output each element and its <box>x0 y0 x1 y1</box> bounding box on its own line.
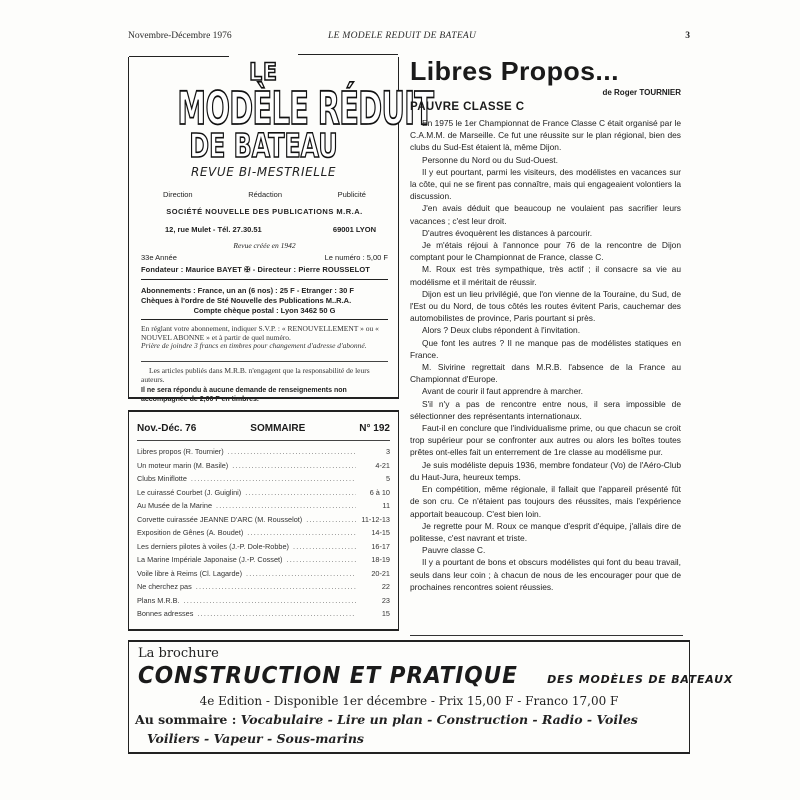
leader-dots <box>232 459 356 473</box>
issue-price: Le numéro : 5,00 F <box>324 253 388 262</box>
renewal-notes <box>141 325 388 351</box>
toc-entry <box>137 472 390 486</box>
toc-heading: SOMMAIRE <box>250 423 306 434</box>
article-body <box>410 117 681 593</box>
paragraph: J'en avais déduit que beaucoup ne voulaient pas sacrifier leurs vacances ; c'est leur droit. <box>410 203 681 226</box>
contents-line-2: Voiliers - Vapeur - Sous-marins <box>147 731 364 746</box>
contents-label: Au sommaire : <box>135 712 237 727</box>
toc-entry <box>137 594 390 608</box>
postal-account: Compte chèque postal : Lyon 3462 50 G <box>193 306 336 315</box>
ad-intro: La brochure <box>138 646 219 661</box>
toc-entry-title: Corvette cuirassée JEANNE D'ARC (M. Rousselot) <box>137 514 303 524</box>
toc-entry-page: 16-17 <box>371 541 390 551</box>
toc-entry-title: Plans M.R.B. <box>137 595 180 605</box>
toc-entry-page: 3 <box>385 447 390 456</box>
edition-line: 4e Edition - Disponible 1er décembre - Prix 15,00 F - Franco 17,00 F <box>199 694 619 708</box>
article <box>410 57 681 593</box>
paragraph: M. Roux est très sympathique, très actif ; il consacre sa vie au modélisme et il méritait de réussir. <box>410 264 681 287</box>
toc-entry-page: 22 <box>381 582 390 591</box>
paragraph: S'il n'y a pas de rencontre entre nous, il sera impossible de sélectionner des représentants internationaux. <box>410 398 681 421</box>
leader-dots <box>293 540 356 554</box>
leader-dots <box>197 607 356 621</box>
table-of-contents <box>128 410 399 631</box>
renewal-note: En réglant votre abonnement, indiquer S.V.P. : « RENOUVELLEMENT » ou « NOUVEL ABONNE » et à partir de quel numéro. <box>141 324 379 342</box>
role-direction: Direction <box>163 190 193 199</box>
issue-date: Novembre-Décembre 1976 <box>128 31 232 41</box>
masthead-border-right <box>298 54 398 55</box>
divider <box>141 279 388 280</box>
toc-issue: Nov.-Déc. 76 <box>137 423 197 434</box>
role-publicite: Publicité <box>337 190 366 199</box>
article-title: Libres Propos... <box>410 56 619 86</box>
subscription-rates: Abonnements : France, un an (6 nos) : 25 F - Etranger : 30 F <box>141 286 354 295</box>
paragraph: Je suis modéliste depuis 1936, membre fondateur (Vo) de l'Aéro-Club du Haut-Jura, heureux temps. <box>410 459 681 482</box>
leader-dots <box>216 499 356 513</box>
brochure-advertisement <box>128 640 734 754</box>
toc-header <box>137 423 390 434</box>
toc-entry <box>137 580 390 594</box>
role-redaction: Rédaction <box>248 190 282 199</box>
toc-number: N° 192 <box>359 423 390 434</box>
toc-entry <box>137 567 390 581</box>
toc-entry <box>137 553 390 567</box>
toc-entry-page: 6 à 10 <box>369 487 390 497</box>
toc-entry <box>137 459 390 473</box>
toc-entry-page: 18-19 <box>371 555 390 564</box>
toc-entry <box>137 540 390 554</box>
article-byline: de Roger TOURNIER <box>602 88 681 97</box>
toc-entry-title: Voile libre à Reims (Cl. Lagarde) <box>137 568 243 578</box>
paragraph: Avant de courir il faut apprendre à marcher. <box>422 386 583 397</box>
publisher-name: SOCIÉTÉ NOUVELLE DES PUBLICATIONS M.R.A. <box>166 207 363 216</box>
article-subtitle: PAUVRE CLASSE C <box>410 101 525 113</box>
year-price-row <box>141 253 388 262</box>
founder-line: Fondateur : Maurice BAYET ✠ - Directeur : Pierre ROUSSELOT <box>141 265 370 274</box>
toc-entry <box>137 486 390 500</box>
toc-list <box>137 445 390 621</box>
leader-dots <box>191 472 356 486</box>
paragraph: Faut-il en conclure que l'individualisme prime, ou que chacun se croit trop supérieur pour se confronter aux autres ou alors les boîtes toutes prêtes ont-elles fait un enterrement de 1re classe au modélisme pur. <box>410 423 681 458</box>
logo-le: LE <box>249 58 278 86</box>
paragraph: Dijon est un lieu privilégié, que l'on vienne de la Touraine, du Sud, de l'Est ou du Nord, de tous côtés les routes évitent Paris, cauchemar des automobilistes de province, Paris pourtant si près. <box>410 288 681 324</box>
toc-entry <box>137 526 390 540</box>
cheque-info: Chèques à l'ordre de Sté Nouvelle des Publications M..R.A. <box>141 296 352 305</box>
toc-entry-page: 15 <box>381 609 390 618</box>
subscription-info <box>141 286 388 316</box>
paragraph: En 1975 le 1er Championnat de France Classe C était organisé par le C.A.M.M. de Marseille. Ce fut une réussite sur le plan régional, bien des clubs du Sud-Est étaient là, même Dijon. <box>410 118 681 153</box>
masthead-border-left <box>129 56 229 57</box>
toc-entry-title: Un moteur marin (M. Basile) <box>137 460 229 470</box>
toc-entry <box>137 607 390 621</box>
leader-dots <box>247 526 356 540</box>
toc-entry-title: La Marine Impériale Japonaise (J.-P. Cosset) <box>137 555 283 564</box>
brochure-title: CONSTRUCTION ET PRATIQUE <box>138 663 518 689</box>
masthead-box <box>128 57 434 403</box>
inquiry-warning: Il ne sera répondu à aucune demande de renseignements non accompagnée de 2,00 F en timbres. <box>141 387 347 403</box>
paragraph: Je regrette pour M. Roux ce manque d'esprit d'équipe, j'allais dire de politesse, c'est navrant et triste. <box>410 520 681 543</box>
leader-dots <box>306 513 356 527</box>
paragraph: Personne du Nord ou du Sud-Ouest. <box>422 154 558 165</box>
running-header <box>128 31 690 45</box>
toc-entry-title: Le cuirassé Courbet (J. Guiglini) <box>137 487 242 497</box>
street-address: 12, rue Mulet - Tél. 27.30.51 <box>165 225 262 234</box>
contents-line-1: Vocabulaire - Lire un plan - Construction - Radio - Voiles <box>240 712 638 727</box>
paragraph: M. Sivirine regrettait dans M.R.B. l'absence de la France au Championnat d'Europe. <box>410 362 681 385</box>
toc-entry-page: 4-21 <box>375 460 390 470</box>
toc-entry-page: 20-21 <box>371 568 390 578</box>
paragraph: Alors ? Deux clubs répondent à l'invitation. <box>422 325 581 336</box>
brochure-contents <box>135 712 638 727</box>
brochure-title-suffix: DES MODÈLES DE BATEAUX <box>547 673 734 686</box>
toc-entry-page: 11 <box>382 501 390 510</box>
paragraph: En compétition, même régionale, il fallait que l'appareil présenté fût de son cru. Ce n'étaient pas toujours des réussites, mais l'expérience apportait beaucoup. C'est bien loin. <box>410 484 681 519</box>
toc-entry-title: Au Musée de la Marine <box>137 501 213 510</box>
address-change-note: Prière de joindre 3 francs en timbres pour changement d'adresse d'abonné. <box>141 341 367 350</box>
leader-dots <box>246 567 356 581</box>
leader-dots <box>196 580 356 594</box>
page-number: 3 <box>685 31 690 41</box>
magazine-logo <box>129 58 434 179</box>
toc-entry-title: Libres propos (R. Tournier) <box>137 447 224 456</box>
paragraph: Il y a pourtant de bons et obscurs modélistes qui font du beau travail, seuls dans leur coin ; à chacun de nous de les encourager pour que de prochaines rencontres soient réussies. <box>410 557 681 592</box>
paragraph: D'autres évoquèrent les distances à parcourir. <box>422 227 593 238</box>
toc-entry-title: Les derniers pilotes à voiles (J.-P. Dole-Robbe) <box>137 541 289 551</box>
divider <box>410 635 683 636</box>
toc-entry <box>137 499 390 513</box>
paragraph: Pauvre classe C. <box>422 545 486 556</box>
magazine-name: LE MODELE REDUIT DE BATEAU <box>328 31 477 41</box>
publication-year: 33e Année <box>141 253 177 262</box>
toc-entry <box>137 513 390 527</box>
ad-title <box>138 663 733 689</box>
city: 69001 LYON <box>332 225 376 234</box>
divider <box>141 361 388 362</box>
toc-entry-page: 23 <box>381 595 390 605</box>
leader-dots <box>184 594 356 608</box>
paragraph: Je m'étais réjoui à l'annonce pour 76 de la rencontre de Dijon comptant pour le Championnat de France, classe C. <box>410 240 681 263</box>
publisher-address <box>141 225 388 234</box>
leader-dots <box>286 553 356 567</box>
toc-entry-page: 11-12-13 <box>361 514 390 524</box>
toc-entry-title: Ne cherchez pas <box>137 582 192 591</box>
liability-note: Les articles publiés dans M.R.B. n'engagent que la responsabilité de leurs auteurs. <box>141 366 370 384</box>
founded-note: Revue créée en 1942 <box>233 241 296 250</box>
toc-entry-page: 14-15 <box>371 528 390 537</box>
toc-entry-page: 5 <box>385 474 390 483</box>
leader-dots <box>228 445 356 459</box>
masthead-roles <box>141 190 388 199</box>
toc-entry-title: Exposition de Gênes (A. Boudet) <box>137 528 244 537</box>
toc-entry-title: Clubs Miniflotte <box>137 474 187 483</box>
leader-dots <box>245 486 356 500</box>
paragraph: Que font les autres ? Il ne manque pas de modélistes statiques en France. <box>410 337 681 360</box>
toc-entry <box>137 445 390 459</box>
divider <box>141 319 388 320</box>
logo-main: MODÈLE RÉDUIT <box>177 82 434 135</box>
divider <box>137 440 390 441</box>
toc-entry-title: Bonnes adresses <box>137 609 194 618</box>
logo-tagline: REVUE BI-MESTRIELLE <box>190 165 337 179</box>
logo-sub: DE BATEAU <box>189 126 338 165</box>
paragraph: Il y eut pourtant, parmi les visiteurs, des modélistes en vacances sur la côte, qui ne se firent pas connaître, mais qui engageaient volontiers la discussion. <box>410 166 681 202</box>
